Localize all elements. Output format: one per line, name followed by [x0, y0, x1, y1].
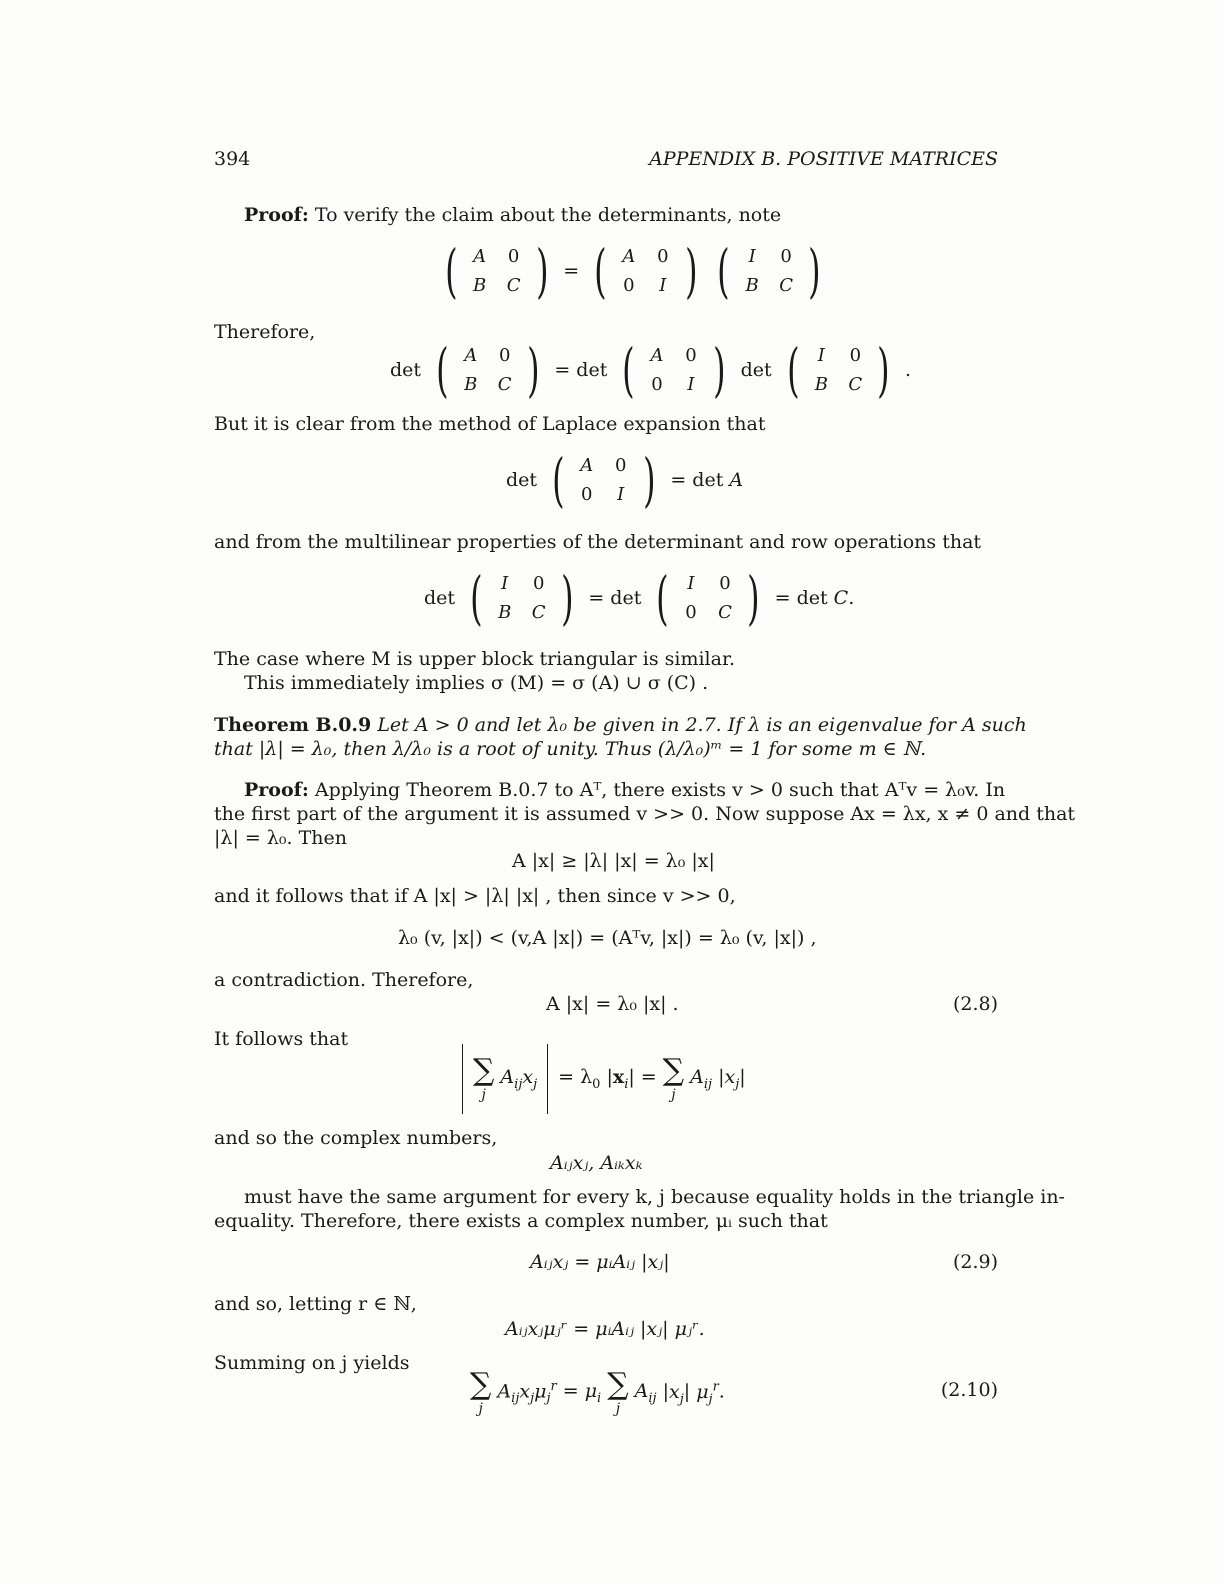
proof-label: Proof:: [244, 204, 309, 226]
matrix-a0i: ( A 0 0 I ): [594, 237, 698, 305]
contradiction-text: a contradiction. Therefore,: [214, 969, 474, 991]
proof2-line3: |λ| = λ₀. Then: [214, 827, 347, 849]
equation-2-10: ∑ j $A_{ij}x_j\mu_j^r$ = $\mu_i$ ∑ j $A_{ij}$ $|x_j|$ $\mu_j^r$.: [470, 1367, 725, 1417]
equation-2-9-number: (2.9): [952, 1251, 998, 1273]
equation-2-9: Aᵢⱼxⱼ = μᵢAᵢⱼ |xⱼ|: [530, 1251, 670, 1273]
follows-text: and it follows that if A |x| > |λ| |x| , then since v >> 0,: [214, 885, 736, 907]
summing-text: Summing on j yields: [214, 1352, 410, 1374]
running-title: APPENDIX B. POSITIVE MATRICES: [649, 148, 998, 170]
det-factorization: det ( A 0 B C ) = det ( A 0 0 I ) det ( I 0 B C ) .: [390, 336, 911, 404]
theorem-label: Theorem B.0.9: [214, 714, 372, 736]
upper-case-text: The case where M is upper block triangular is similar.: [214, 648, 735, 670]
matrix-factorization: ( A 0 B C ) = ( A 0 0 I ) ( I 0 B C ): [440, 242, 826, 300]
equation-2-8-number: (2.8): [952, 993, 998, 1015]
theorem-line1: [214, 714, 1027, 736]
proof2-label: Proof:: [244, 779, 309, 801]
det-lower-eq: det ( I 0 B C ) = det ( I 0 0 C ) = det C.: [424, 564, 855, 632]
argument-line2: equality. Therefore, there exists a complex number, μᵢ such that: [214, 1210, 828, 1232]
equation-2-8: A |x| = λ₀ |x| .: [546, 993, 679, 1015]
matrix-ibc: ( I 0 B C ): [717, 237, 821, 305]
complex-numbers-text: and so the complex numbers,: [214, 1127, 498, 1149]
det-upper-eq: det ( A 0 0 I ) = det A: [506, 446, 744, 514]
proof-intro-text: To verify the claim about the determinants, note: [314, 204, 782, 226]
equation-inner-product: λ₀ (v, |x|) < (v,A |x|) = (Aᵀv, |x|) = λ₀ (v, |x|) ,: [398, 927, 817, 949]
argument-line1: must have the same argument for every k, j because equality holds in the triangle in-: [244, 1186, 1065, 1208]
equation-2-10-number: (2.10): [940, 1379, 998, 1401]
equation-sum-abs: ∑ j $A_{ij}x_j$ = $\lambda_0$ $|x_i|$ = ∑ j $A_{ij}$ $|x_j|$: [458, 1044, 746, 1114]
multilinear-text: and from the multilinear properties of the determinant and row operations that: [214, 531, 982, 553]
proof2-line2: the first part of the argument it is assumed v >> 0. Now suppose Ax = λx, x ≠ 0 and that: [214, 803, 1076, 825]
therefore-text: Therefore,: [214, 321, 316, 343]
letting-r-text: and so, letting r ∈ ℕ,: [214, 1293, 417, 1315]
equation-powers: Aᵢⱼxⱼμⱼʳ = μᵢAᵢⱼ |xⱼ| μⱼʳ.: [505, 1318, 705, 1340]
equation-inequality: A |x| ≥ |λ| |x| = λ₀ |x|: [512, 850, 715, 872]
proof2-text-1: Applying Theorem B.0.7 to Aᵀ, there exists v > 0 such that Aᵀv = λ₀v. In: [314, 779, 1006, 801]
spectrum-implies-text: This immediately implies σ (M) = σ (A) ∪ σ (C) .: [244, 672, 709, 694]
matrix-m: ( A 0 B C ): [445, 237, 549, 305]
equation-products: Aᵢⱼxⱼ, Aᵢₖxₖ: [550, 1152, 643, 1174]
theorem-line2: that |λ| = λ₀, then λ/λ₀ is a root of unity. Thus (λ/λ₀)ᵐ = 1 for some m ∈ ℕ.: [214, 738, 927, 760]
proof-intro: [244, 204, 781, 226]
theorem-text-1: Let A > 0 and let λ₀ be given in 2.7. If λ is an eigenvalue for A such: [377, 714, 1027, 736]
page-number: 394: [214, 148, 251, 170]
laplace-text: But it is clear from the method of Laplace expansion that: [214, 413, 766, 435]
it-follows-text: It follows that: [214, 1028, 349, 1050]
proof2-line1: [244, 779, 1005, 801]
